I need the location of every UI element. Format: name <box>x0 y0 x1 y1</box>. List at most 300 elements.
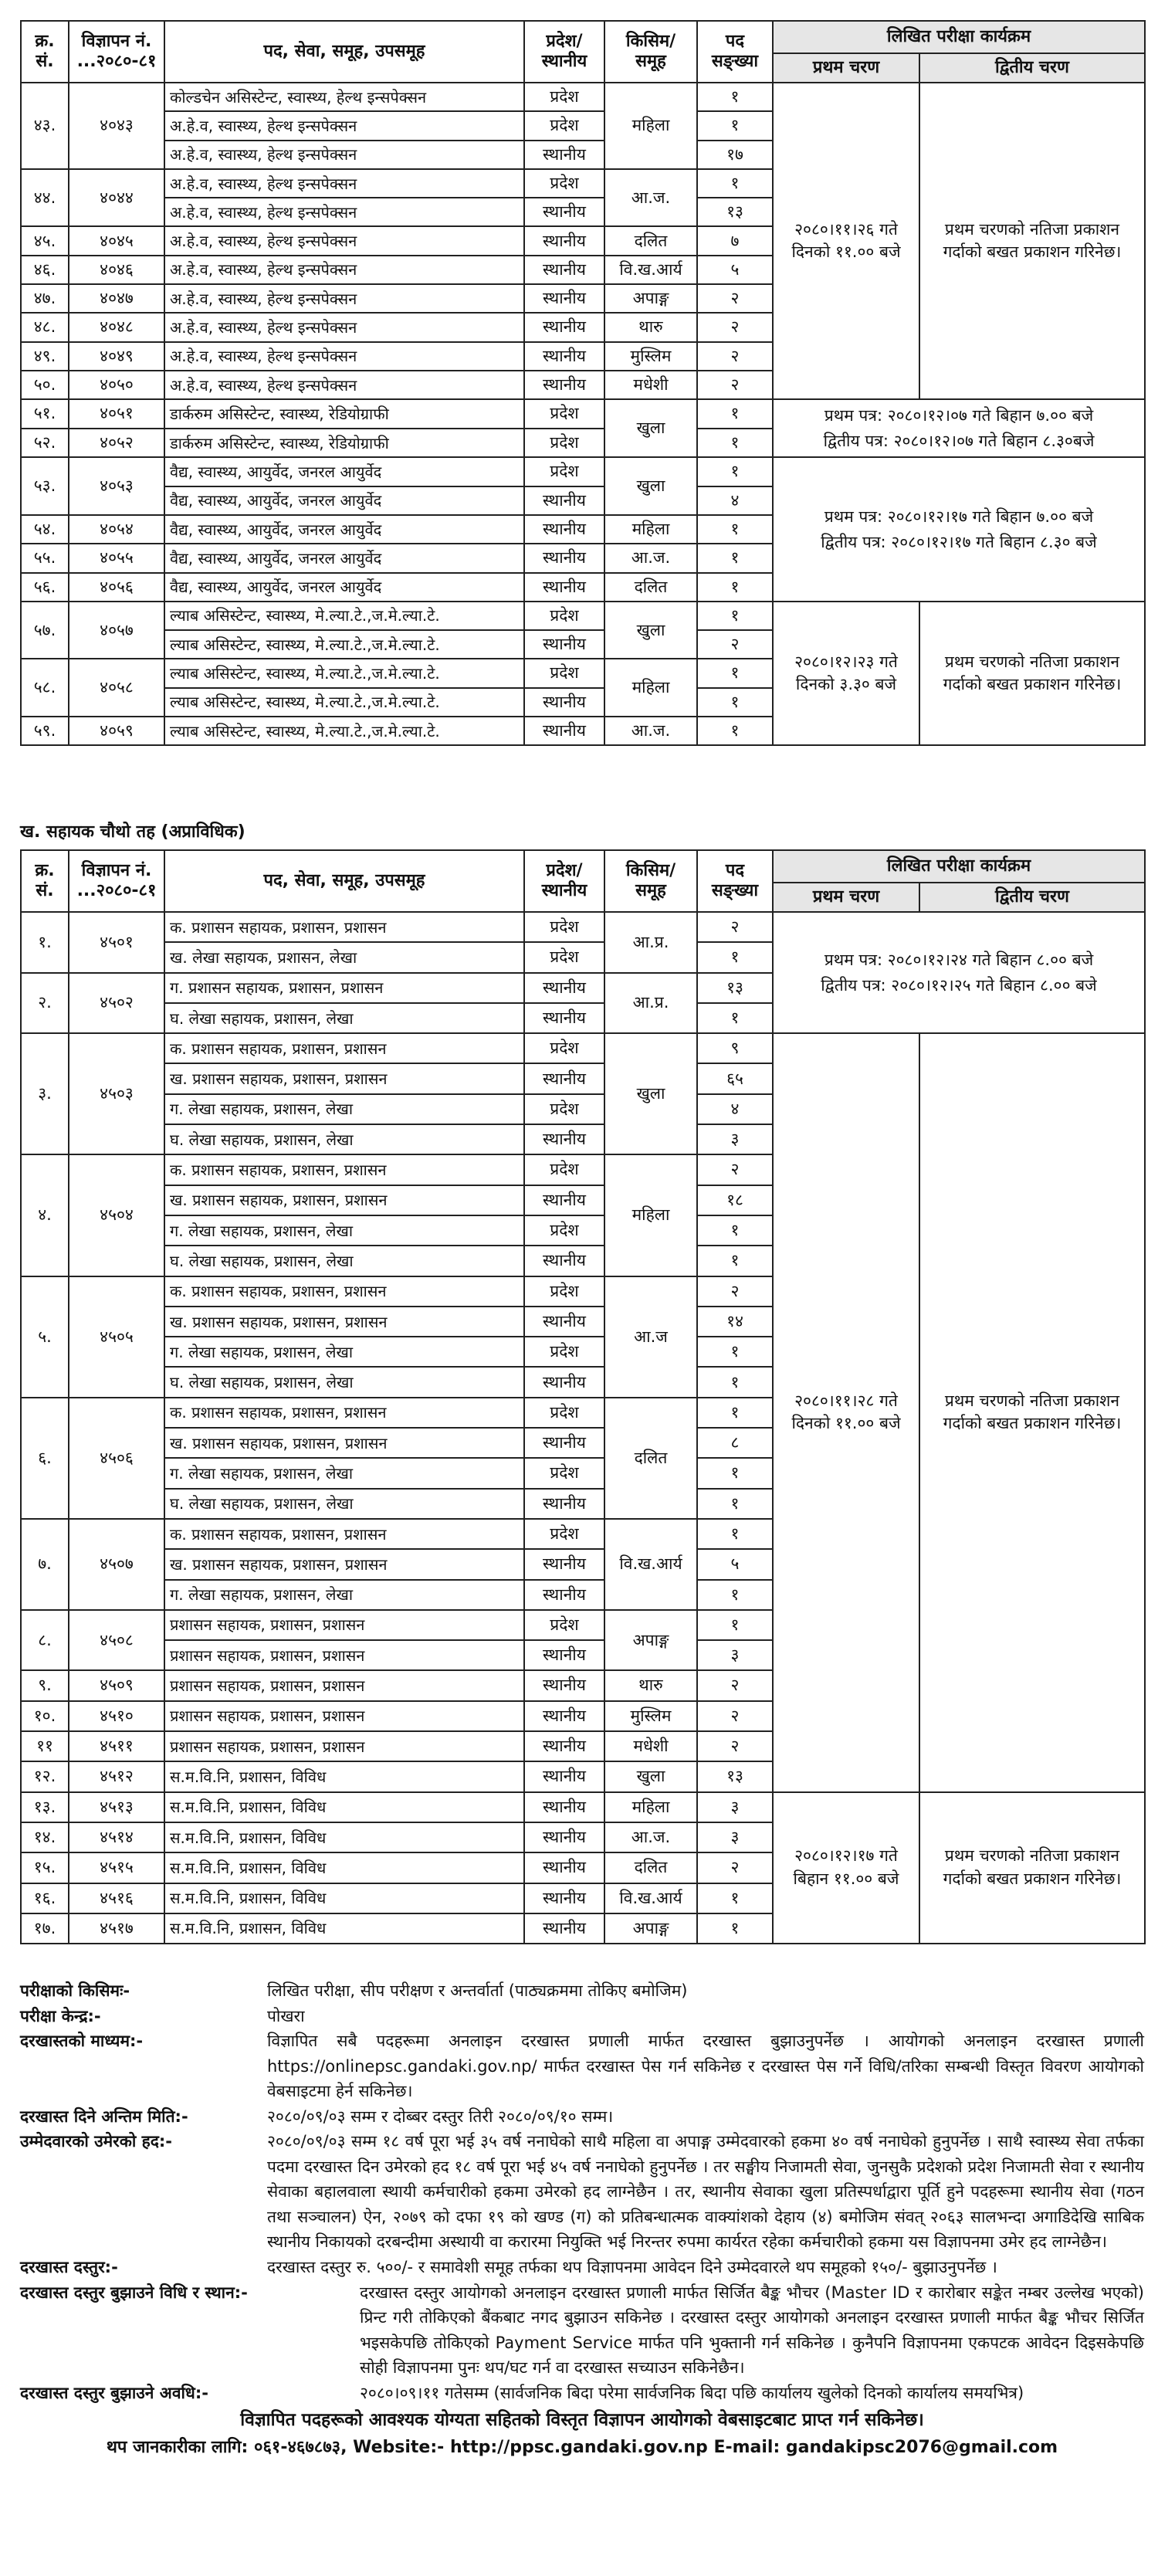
ad-number: ४५१७ <box>69 1913 164 1944</box>
post-count: ५ <box>697 1549 773 1579</box>
note-value: २०८०/०९/०३ सम्म १८ वर्ष पूरा भई ३५ वर्ष ननाघेको साथै महिला वा अपाङ्ग उम्मेदवारको हकमा ४० वर्ष ननाघेको हुनुपर्नेछ । साथै स्वास्थ्य सेवा तर्फका पदमा दरखास्त दिन उमेरको हद १८ वर्ष पूरा भई ४५ वर्ष ननाघेको हुनुपर्नेछ । तर सङ्घीय निजामती सेवा, जुनसुकै प्रदेशको प्रदेश निजामती सेवा र स्थानीय सेवाका बहालवाला स्थायी कर्मचारीको हकमा उमेरको हद लाग्नेछैन । तर, स्थानीय सेवाका खुला प्रतिस्पर्धाद्वारा पूर्ति हुने पदहरूमा स्थानीय सेवा (गठन तथा सञ्चालन) ऐन, २०७९ को दफा १९ को खण्ड (ग) को प्रतिबन्धात्मक वाक्यांशको देहाय (४) बमोजिम संवत् २०६३ सालभन्दा अगाडिदेखि साबिक स्थानीय निकायको दरबन्दीमा अस्थायी वा करारमा नियुक्ति भई निरन्तर रुपमा कार्यरत रहेका कर्मचारीको हकमा यस विज्ञापनमा उमेर हद लाग्नेछैन। <box>267 2132 1144 2252</box>
province-local: स्थानीय <box>524 371 604 399</box>
post-count: ७ <box>697 226 773 255</box>
serial-number: ८. <box>21 1610 69 1671</box>
post-name: क. प्रशासन सहायक, प्रशासन, प्रशासन <box>164 1398 524 1428</box>
post-name: अ.हे.व, स्वास्थ्य, हेल्थ इन्सपेक्सन <box>164 313 524 341</box>
province-local: स्थानीय <box>524 1883 604 1913</box>
post-count: १ <box>697 399 773 429</box>
note-row <box>20 2104 1144 2130</box>
category: खुला <box>604 1761 697 1791</box>
serial-number: १२. <box>21 1761 69 1791</box>
post-name: स.म.वि.नि, प्रशासन, विविध <box>164 1761 524 1791</box>
category: खुला <box>604 457 697 515</box>
serial-number: ५८. <box>21 659 69 717</box>
paper-schedule-line: प्रथम पत्र: २०८०।१२।०७ गते बिहान ७.०० बजे <box>824 406 1094 425</box>
table-row <box>21 1792 1145 1822</box>
serial-number: ९. <box>21 1670 69 1700</box>
header-prov: प्रदेश/ स्थानीय <box>524 21 604 83</box>
post-count: १४ <box>697 1307 773 1337</box>
province-local: स्थानीय <box>524 973 604 1003</box>
post-name: वैद्य, स्वास्थ्य, आयुर्वेद, जनरल आयुर्वेद <box>164 486 524 515</box>
post-name: अ.हे.व, स्वास्थ्य, हेल्थ इन्सपेक्सन <box>164 111 524 140</box>
post-name: अ.हे.व, स्वास्थ्य, हेल्थ इन्सपेक्सन <box>164 284 524 313</box>
header-sn: क्र. सं. <box>21 21 69 83</box>
post-count: १ <box>697 1489 773 1519</box>
ad-number: ४५०४ <box>69 1154 164 1276</box>
category: मधेशी <box>604 1731 697 1761</box>
post-count: २ <box>697 284 773 313</box>
post-name: घ. लेखा सहायक, प्रशासन, लेखा <box>164 1003 524 1033</box>
ad-number: ४५०२ <box>69 973 164 1034</box>
ad-number: ४०४६ <box>69 256 164 284</box>
paper-schedule-line: द्वितीय पत्र: २०८०।१२।२५ गते बिहान ८.०० बजे <box>821 975 1097 995</box>
post-name: ल्याब असिस्टेन्ट, स्वास्थ्य, मे.ल्या.टे.,ज.मे.ल्या.टे. <box>164 630 524 659</box>
ad-number: ४५०९ <box>69 1670 164 1700</box>
category: मुस्लिम <box>604 1701 697 1731</box>
serial-number: ६. <box>21 1398 69 1519</box>
footer-contact: थप जानकारीका लागि: ०६१-४६७८७३, Website:- http://ppsc.gandaki.gov.np E-mail: gandakipsc2076@gmail.com <box>106 2437 1058 2457</box>
stage1-schedule: २०८०।११।२६ गते दिनको ११.०० बजे <box>773 83 919 399</box>
province-local: स्थानीय <box>524 198 604 226</box>
category: खुला <box>604 602 697 659</box>
category: खुला <box>604 1033 697 1154</box>
note-row <box>20 2381 1144 2406</box>
post-name: वैद्य, स्वास्थ्य, आयुर्वेद, जनरल आयुर्वेद <box>164 544 524 572</box>
post-count: १३ <box>697 1761 773 1791</box>
serial-number: २. <box>21 973 69 1034</box>
serial-number: ५४. <box>21 515 69 544</box>
header-stage1: प्रथम चरण <box>773 53 919 83</box>
post-count: १ <box>697 1883 773 1913</box>
category: आ.ज. <box>604 717 697 745</box>
post-count: २ <box>697 1154 773 1185</box>
post-count: १ <box>697 111 773 140</box>
post-count: २ <box>697 1852 773 1883</box>
category: आ.प्र. <box>604 973 697 1034</box>
province-local: स्थानीय <box>524 630 604 659</box>
serial-number: ४५. <box>21 226 69 255</box>
province-local: प्रदेश <box>524 1519 604 1549</box>
serial-number: ५१. <box>21 399 69 429</box>
post-name: प्रशासन सहायक, प्रशासन, प्रशासन <box>164 1731 524 1761</box>
ad-number: ४०४५ <box>69 226 164 255</box>
serial-number: १६. <box>21 1883 69 1913</box>
table-row <box>21 602 1145 630</box>
stage2-schedule: प्रथम चरणको नतिजा प्रकाशन गर्दाको बखत प्रकाशन गरिनेछ। <box>919 1033 1145 1791</box>
post-name: अ.हे.व, स्वास्थ्य, हेल्थ इन्सपेक्सन <box>164 371 524 399</box>
serial-number: ५७. <box>21 602 69 659</box>
post-count: १ <box>697 942 773 972</box>
post-name: स.म.वि.नि, प्रशासन, विविध <box>164 1792 524 1822</box>
province-local: प्रदेश <box>524 1215 604 1246</box>
province-local: प्रदेश <box>524 659 604 687</box>
ad-number: ४५१४ <box>69 1822 164 1852</box>
category: वि.ख.आर्य <box>604 1883 697 1913</box>
post-name: डार्करुम असिस्टेन्ट, स्वास्थ्य, रेडियोग्राफी <box>164 399 524 429</box>
post-count: २ <box>697 342 773 371</box>
post-count: २ <box>697 313 773 341</box>
stage1-schedule: २०८०।११।२८ गते दिनको ११.०० बजे <box>773 1033 919 1791</box>
note-value: दरखास्त दस्तुर आयोगको अनलाइन दरखास्त प्रणाली मार्फत सिर्जित बैङ्क भौचर (Master ID र कारोबार सङ्केत नम्बर उल्लेख भएको) प्रिन्ट गरी तोकिएको बैंकबाट नगद बुझाउन सकिनेछ । दरखास्त दस्तुर आयोगको अनलाइन दरखास्त प्रणाली मार्फत बैङ्क भौचर सिर्जित भइसकेपछि तोकिएको Payment Service मार्फत पनि भुक्तानी गर्न सकिनेछ । कुनैपनि विज्ञापनमा एकपटक आवेदन दिइसकेपछि सोही विज्ञापनमा पुनः थप/घट गर्न वा दरखास्त सच्याउन सकिनेछैन। <box>360 2283 1144 2378</box>
province-local: स्थानीय <box>524 717 604 745</box>
ad-number: ४५०३ <box>69 1033 164 1154</box>
serial-number: १४. <box>21 1822 69 1852</box>
header-type: किसिम/ समूह <box>604 21 697 83</box>
province-local: स्थानीय <box>524 1124 604 1154</box>
footer-note: विज्ञापित पदहरूको आवश्यक योग्यता सहितको विस्तृत विज्ञापन आयोगको वेबसाइटबाट प्राप्त गर्न सकिनेछ। <box>240 2410 924 2431</box>
province-local: स्थानीय <box>524 1822 604 1852</box>
post-count: १ <box>697 659 773 687</box>
ad-number: ४०५४ <box>69 515 164 544</box>
post-name: ख. प्रशासन सहायक, प्रशासन, प्रशासन <box>164 1428 524 1458</box>
ad-number: ४०४८ <box>69 313 164 341</box>
post-name: प्रशासन सहायक, प्रशासन, प्रशासन <box>164 1701 524 1731</box>
note-value: २०८०।०९।११ गतेसम्म (सार्वजनिक बिदा परेमा सार्वजनिक बिदा पछि कार्यालय खुलेको दिनको कार्यालय समयभित्र) <box>360 2383 1024 2402</box>
post-count: ४ <box>697 1094 773 1124</box>
post-name: क. प्रशासन सहायक, प्रशासन, प्रशासन <box>164 912 524 942</box>
serial-number: १५. <box>21 1852 69 1883</box>
post-count: १ <box>697 1003 773 1033</box>
header-schedule: लिखित परीक्षा कार्यक्रम <box>773 850 1145 883</box>
ad-number: ४०५३ <box>69 457 164 515</box>
note-label: परीक्षाको किसिमः- <box>20 1981 130 2000</box>
post-count: ४ <box>697 486 773 515</box>
post-name: स.म.वि.नि, प्रशासन, विविध <box>164 1913 524 1944</box>
post-name: ग. लेखा सहायक, प्रशासन, लेखा <box>164 1094 524 1124</box>
note-label: उम्मेदवारको उमेरको हद:- <box>20 2132 173 2151</box>
province-local: स्थानीय <box>524 688 604 717</box>
post-name: अ.हे.व, स्वास्थ्य, हेल्थ इन्सपेक्सन <box>164 198 524 226</box>
table-row <box>21 399 1145 429</box>
post-count: १ <box>697 1458 773 1488</box>
post-count: १८ <box>697 1185 773 1215</box>
header-stage2: द्वितीय चरण <box>919 53 1145 83</box>
paper-schedule-line: द्वितीय पत्र: २०८०।१२।०७ गते बिहान ८.३०बजे <box>823 431 1095 450</box>
paper-schedule-line: द्वितीय पत्र: २०८०।१२।१७ गते बिहान ८.३० बजे <box>821 532 1097 551</box>
notes-section <box>20 1978 1144 2461</box>
post-count: १३ <box>697 198 773 226</box>
post-count: ५ <box>697 256 773 284</box>
category: आ.ज. <box>604 544 697 572</box>
post-count: २ <box>697 1731 773 1761</box>
post-count: १ <box>697 573 773 602</box>
category: वि.ख.आर्य <box>604 256 697 284</box>
post-name: अ.हे.व, स्वास्थ्य, हेल्थ इन्सपेक्सन <box>164 342 524 371</box>
category: वि.ख.आर्य <box>604 1519 697 1610</box>
province-local: स्थानीय <box>524 486 604 515</box>
post-name: कोल्डचेन असिस्टेन्ट, स्वास्थ्य, हेल्थ इन्सपेक्सन <box>164 83 524 111</box>
province-local: स्थानीय <box>524 1731 604 1761</box>
post-count: १ <box>697 1580 773 1610</box>
post-count: १ <box>697 544 773 572</box>
post-name: क. प्रशासन सहायक, प्रशासन, प्रशासन <box>164 1033 524 1063</box>
note-row <box>20 2255 1144 2280</box>
ad-number: ४५१० <box>69 1701 164 1731</box>
post-count: १ <box>697 688 773 717</box>
note-label: परीक्षा केन्द्र:- <box>20 2006 101 2025</box>
post-name: ग. लेखा सहायक, प्रशासन, लेखा <box>164 1458 524 1488</box>
header-count: पद सङ्ख्या <box>697 21 773 83</box>
category: अपाङ्ग <box>604 1610 697 1671</box>
note-value: पोखरा <box>267 2006 305 2025</box>
serial-number: १. <box>21 912 69 973</box>
ad-number: ४५०८ <box>69 1610 164 1671</box>
post-name: डार्करुम असिस्टेन्ट, स्वास्थ्य, रेडियोग्राफी <box>164 429 524 458</box>
province-local: स्थानीय <box>524 284 604 313</box>
post-count: १ <box>697 1367 773 1397</box>
post-count: १ <box>697 602 773 630</box>
post-name: प्रशासन सहायक, प्रशासन, प्रशासन <box>164 1610 524 1640</box>
header-stage2: द्वितीय चरण <box>919 883 1145 912</box>
serial-number: ४. <box>21 1154 69 1276</box>
province-local: प्रदेश <box>524 1398 604 1428</box>
post-name: ख. प्रशासन सहायक, प्रशासन, प्रशासन <box>164 1307 524 1337</box>
note-row <box>20 2004 1144 2029</box>
ad-number: ४०५७ <box>69 602 164 659</box>
post-name: ख. प्रशासन सहायक, प्रशासन, प्रशासन <box>164 1063 524 1093</box>
post-name: ख. प्रशासन सहायक, प्रशासन, प्रशासन <box>164 1549 524 1579</box>
post-name: स.म.वि.नि, प्रशासन, विविध <box>164 1822 524 1852</box>
post-count: १ <box>697 717 773 745</box>
category: थारु <box>604 313 697 341</box>
header-stage1: प्रथम चरण <box>773 883 919 912</box>
province-local: स्थानीय <box>524 1913 604 1944</box>
post-name: अ.हे.व, स्वास्थ्य, हेल्थ इन्सपेक्सन <box>164 169 524 198</box>
province-local: स्थानीय <box>524 1246 604 1276</box>
post-count: ३ <box>697 1792 773 1822</box>
note-value: विज्ञापित सबै पदहरूमा अनलाइन दरखास्त प्रणाली मार्फत दरखास्त बुझाउनुपर्नेछ । आयोगको अनलाइन दरखास्त प्रणाली https://onlinepsc.gandaki.gov.np/ मार्फत दरखास्त पेस गर्न सकिनेछ र दरखास्त पेस गर्ने विधि/तरिका सम्बन्धी विस्तृत विवरण आयोगको वेबसाइटमा हेर्न सकिनेछ। <box>267 2032 1144 2101</box>
ad-number: ४०५५ <box>69 544 164 572</box>
post-name: क. प्रशासन सहायक, प्रशासन, प्रशासन <box>164 1154 524 1185</box>
post-count: १ <box>697 1610 773 1640</box>
post-name: अ.हे.व, स्वास्थ्य, हेल्थ इन्सपेक्सन <box>164 226 524 255</box>
header-sn: क्र. सं. <box>21 850 69 912</box>
ad-number: ४०५८ <box>69 659 164 717</box>
category: महिला <box>604 1792 697 1822</box>
post-count: १ <box>697 457 773 486</box>
province-local: स्थानीय <box>524 1367 604 1397</box>
ad-number: ४०५६ <box>69 573 164 602</box>
serial-number: ४८. <box>21 313 69 341</box>
paper-schedule-line: प्रथम पत्र: २०८०।१२।१७ गते बिहान ७.०० बजे <box>824 507 1094 527</box>
category: अपाङ्ग <box>604 1913 697 1944</box>
stage2-schedule: प्रथम चरणको नतिजा प्रकाशन गर्दाको बखत प्रकाशन गरिनेछ। <box>919 83 1145 399</box>
province-local: प्रदेश <box>524 602 604 630</box>
serial-number: ५५. <box>21 544 69 572</box>
province-local: प्रदेश <box>524 1337 604 1367</box>
ad-number: ४०४४ <box>69 169 164 227</box>
post-count: ३ <box>697 1124 773 1154</box>
post-count: १ <box>697 429 773 458</box>
exam-table-2 <box>20 849 1146 1944</box>
header-ad: विज्ञापन नं. ...२०८०-८१ <box>69 850 164 912</box>
header-post: पद, सेवा, समूह, उपसमूह <box>164 21 524 83</box>
note-label: दरखास्त दिने अन्तिम मिति:- <box>20 2107 188 2126</box>
province-local: स्थानीय <box>524 1701 604 1731</box>
table-row <box>21 457 1145 486</box>
ad-number: ४०५१ <box>69 399 164 429</box>
post-count: १ <box>697 1246 773 1276</box>
province-local: स्थानीय <box>524 342 604 371</box>
post-name: घ. लेखा सहायक, प्रशासन, लेखा <box>164 1124 524 1154</box>
serial-number: ४६. <box>21 256 69 284</box>
post-name: अ.हे.व, स्वास्थ्य, हेल्थ इन्सपेक्सन <box>164 256 524 284</box>
serial-number: ४३. <box>21 83 69 169</box>
ad-number: ४५०६ <box>69 1398 164 1519</box>
post-name: क. प्रशासन सहायक, प्रशासन, प्रशासन <box>164 1276 524 1307</box>
category: आ.ज. <box>604 169 697 227</box>
ad-number: ४०५९ <box>69 717 164 745</box>
post-name: ख. लेखा सहायक, प्रशासन, लेखा <box>164 942 524 972</box>
province-local: स्थानीय <box>524 313 604 341</box>
province-local: स्थानीय <box>524 1549 604 1579</box>
table-row <box>21 1033 1145 1063</box>
post-name: ख. प्रशासन सहायक, प्रशासन, प्रशासन <box>164 1185 524 1215</box>
note-value: २०८०/०९/०३ सम्म र दोब्बर दस्तुर तिरी २०८०/०९/१० सम्म। <box>267 2107 614 2126</box>
table-row <box>21 83 1145 111</box>
post-name: घ. लेखा सहायक, प्रशासन, लेखा <box>164 1367 524 1397</box>
note-label: दरखास्त दस्तुर बुझाउने विधि र स्थान:- <box>20 2283 248 2302</box>
province-local: स्थानीय <box>524 1852 604 1883</box>
province-local: प्रदेश <box>524 1276 604 1307</box>
province-local: स्थानीय <box>524 1185 604 1215</box>
note-label: दरखास्त दस्तुर बुझाउने अवधि:- <box>20 2383 208 2402</box>
header-type: किसिम/ समूह <box>604 850 697 912</box>
post-count: १ <box>697 515 773 544</box>
post-name: ग. लेखा सहायक, प्रशासन, लेखा <box>164 1580 524 1610</box>
serial-number: १७. <box>21 1913 69 1944</box>
ad-number: ४०४७ <box>69 284 164 313</box>
post-name: ल्याब असिस्टेन्ट, स्वास्थ्य, मे.ल्या.टे.,ज.मे.ल्या.टे. <box>164 659 524 687</box>
serial-number: ५. <box>21 1276 69 1398</box>
post-count: १ <box>697 83 773 111</box>
category: दलित <box>604 573 697 602</box>
header-post: पद, सेवा, समूह, उपसमूह <box>164 850 524 912</box>
province-local: प्रदेश <box>524 169 604 198</box>
category: मुस्लिम <box>604 342 697 371</box>
serial-number: ४७. <box>21 284 69 313</box>
province-local: स्थानीय <box>524 544 604 572</box>
ad-number: ४५१३ <box>69 1792 164 1822</box>
post-name: स.म.वि.नि, प्रशासन, विविध <box>164 1883 524 1913</box>
province-local: प्रदेश <box>524 1094 604 1124</box>
province-local: स्थानीय <box>524 1761 604 1791</box>
post-name: ल्याब असिस्टेन्ट, स्वास्थ्य, मे.ल्या.टे.,ज.मे.ल्या.टे. <box>164 717 524 745</box>
province-local: स्थानीय <box>524 1003 604 1033</box>
note-row <box>20 2029 1144 2104</box>
serial-number: १०. <box>21 1701 69 1731</box>
category: खुला <box>604 399 697 457</box>
ad-number: ४५११ <box>69 1731 164 1761</box>
ad-number: ४५०७ <box>69 1519 164 1610</box>
post-name: वैद्य, स्वास्थ्य, आयुर्वेद, जनरल आयुर्वेद <box>164 573 524 602</box>
category: दलित <box>604 1852 697 1883</box>
province-local: प्रदेश <box>524 1033 604 1063</box>
province-local: स्थानीय <box>524 573 604 602</box>
stage1-schedule: २०८०।१२।१७ गते बिहान ११.०० बजे <box>773 1792 919 1944</box>
category: थारु <box>604 1670 697 1700</box>
province-local: स्थानीय <box>524 1063 604 1093</box>
province-local: प्रदेश <box>524 111 604 140</box>
post-count: ६५ <box>697 1063 773 1093</box>
post-name: अ.हे.व, स्वास्थ्य, हेल्थ इन्सपेक्सन <box>164 141 524 169</box>
ad-number: ४०५० <box>69 371 164 399</box>
serial-number: ४९. <box>21 342 69 371</box>
province-local: स्थानीय <box>524 226 604 255</box>
post-name: क. प्रशासन सहायक, प्रशासन, प्रशासन <box>164 1519 524 1549</box>
province-local: स्थानीय <box>524 1580 604 1610</box>
serial-number: ५९. <box>21 717 69 745</box>
category: आ.ज. <box>604 1822 697 1852</box>
post-count: १३ <box>697 973 773 1003</box>
post-name: वैद्य, स्वास्थ्य, आयुर्वेद, जनरल आयुर्वेद <box>164 515 524 544</box>
province-local: स्थानीय <box>524 1640 604 1670</box>
province-local: प्रदेश <box>524 1154 604 1185</box>
post-name: प्रशासन सहायक, प्रशासन, प्रशासन <box>164 1670 524 1700</box>
ad-number: ४५०१ <box>69 912 164 973</box>
post-count: ३ <box>697 1640 773 1670</box>
province-local: स्थानीय <box>524 1670 604 1700</box>
header-ad: विज्ञापन नं. ...२०८०-८१ <box>69 21 164 83</box>
serial-number: १३. <box>21 1792 69 1822</box>
stage1-schedule: २०८०।१२।२३ गते दिनको ३.३० बजे <box>773 602 919 745</box>
post-count: १ <box>697 1337 773 1367</box>
province-local: प्रदेश <box>524 429 604 458</box>
post-name: वैद्य, स्वास्थ्य, आयुर्वेद, जनरल आयुर्वेद <box>164 457 524 486</box>
post-count: १ <box>697 1519 773 1549</box>
province-local: स्थानीय <box>524 515 604 544</box>
province-local: स्थानीय <box>524 1489 604 1519</box>
note-label: दरखास्त दस्तुर:- <box>20 2258 118 2277</box>
category: अपाङ्ग <box>604 284 697 313</box>
category: दलित <box>604 1398 697 1519</box>
ad-number: ४५१६ <box>69 1883 164 1913</box>
ad-number: ४०४९ <box>69 342 164 371</box>
post-name: ल्याब असिस्टेन्ट, स्वास्थ्य, मे.ल्या.टे.,ज.मे.ल्या.टे. <box>164 602 524 630</box>
province-local: प्रदेश <box>524 1458 604 1488</box>
note-value: लिखित परीक्षा, सीप परीक्षण र अन्तर्वार्ता (पाठ्यक्रममा तोकिए बमोजिम) <box>267 1981 688 2000</box>
post-count: ३ <box>697 1822 773 1852</box>
post-name: ग. लेखा सहायक, प्रशासन, लेखा <box>164 1215 524 1246</box>
note-value: दरखास्त दस्तुर रु. ५००/- र समावेशी समूह तर्फका थप विज्ञापनमा आवेदन दिने उम्मेदवारले थप समूहको १५०/- बुझाउनुपर्नेछ । <box>267 2258 997 2277</box>
post-count: १ <box>697 169 773 198</box>
serial-number: ४४. <box>21 169 69 227</box>
serial-number: ३. <box>21 1033 69 1154</box>
serial-number: ५२. <box>21 429 69 458</box>
serial-number: ५०. <box>21 371 69 399</box>
province-local: स्थानीय <box>524 141 604 169</box>
ad-number: ४५०५ <box>69 1276 164 1398</box>
serial-number: ५३. <box>21 457 69 515</box>
paper-schedule-line: प्रथम पत्र: २०८०।१२।२४ गते बिहान ८.०० बजे <box>824 951 1094 970</box>
note-row <box>20 2129 1144 2255</box>
province-local: स्थानीय <box>524 1428 604 1458</box>
post-count: २ <box>697 1701 773 1731</box>
note-label: दरखास्तको माध्यम:- <box>20 2032 144 2051</box>
province-local: प्रदेश <box>524 83 604 111</box>
note-row <box>20 2280 1144 2381</box>
post-count: १ <box>697 1398 773 1428</box>
post-name: घ. लेखा सहायक, प्रशासन, लेखा <box>164 1489 524 1519</box>
section-heading: ख. सहायक चौथो तह (अप्राविधिक) <box>20 822 245 842</box>
category: महिला <box>604 515 697 544</box>
province-local: प्रदेश <box>524 399 604 429</box>
post-count: १ <box>697 1215 773 1246</box>
post-count: २ <box>697 630 773 659</box>
serial-number: ७. <box>21 1519 69 1610</box>
header-schedule: लिखित परीक्षा कार्यक्रम <box>773 21 1145 53</box>
